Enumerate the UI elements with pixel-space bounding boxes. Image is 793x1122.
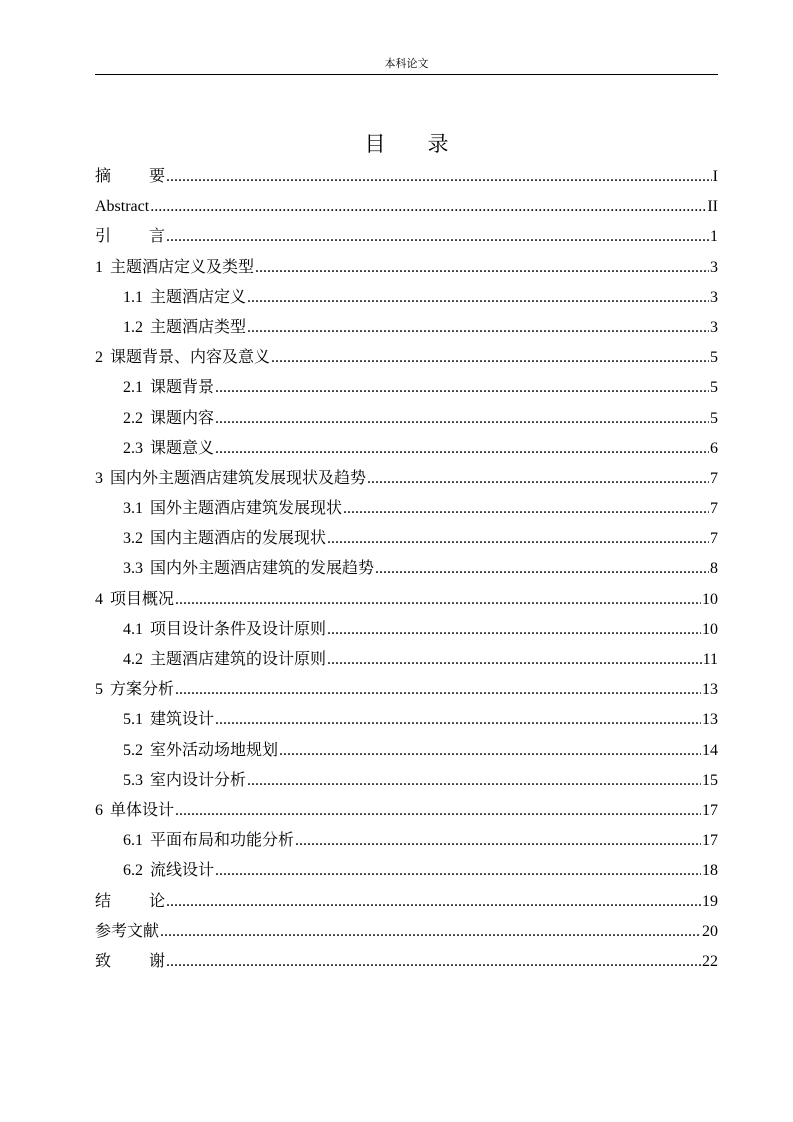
toc-entry-page-number: II xyxy=(707,198,718,216)
toc-entry-label: 参考文献 xyxy=(95,922,160,940)
toc-entry-label-char: 论 xyxy=(149,892,166,910)
toc-entry-page-number: 7 xyxy=(710,500,718,518)
toc-entry-number: 2 xyxy=(95,349,103,367)
toc-entry[interactable] xyxy=(95,766,718,796)
toc-entry[interactable] xyxy=(95,705,718,735)
toc-entry[interactable] xyxy=(95,494,718,524)
toc-dot-leader xyxy=(247,766,701,796)
toc-entry[interactable] xyxy=(95,947,718,977)
toc-entry-number: 5.1 xyxy=(123,711,143,729)
toc-entry-page-number: 5 xyxy=(710,379,718,397)
toc-entry-page-number: 8 xyxy=(710,560,718,578)
toc-entry-label xyxy=(95,222,165,252)
toc-entry-label xyxy=(95,162,165,192)
toc-entry-number: 2.1 xyxy=(123,379,143,397)
toc-entry-number: 4 xyxy=(95,590,103,608)
toc-entry-number: 4.2 xyxy=(123,651,143,668)
toc-entry-label: 主题酒店定义及类型 xyxy=(110,258,255,276)
toc-entry-page-number: 11 xyxy=(702,651,718,668)
toc-entry[interactable] xyxy=(95,373,718,403)
toc-entry-number: 3.2 xyxy=(123,530,143,548)
toc-entry[interactable] xyxy=(95,554,718,584)
toc-entry[interactable] xyxy=(95,826,718,856)
toc-title-char-2: 录 xyxy=(427,132,449,156)
toc-entry-page-number: 5 xyxy=(710,349,718,367)
toc-entry-label: 方案分析 xyxy=(110,681,175,699)
toc-entry-label: 国内主题酒店的发展现状 xyxy=(150,530,327,548)
toc-entry-number: 5.2 xyxy=(123,741,143,759)
toc-entry-label xyxy=(95,947,165,977)
toc-dot-leader xyxy=(247,283,709,313)
toc-entry-page-number: 3 xyxy=(710,288,718,306)
toc-entry-label-char: 摘 xyxy=(95,168,112,185)
toc-entry[interactable] xyxy=(95,464,718,494)
toc-entry-label xyxy=(95,887,165,917)
toc-dot-leader xyxy=(279,736,701,766)
toc-entry[interactable] xyxy=(95,222,718,252)
toc-entry-label: 项目概况 xyxy=(110,590,175,608)
toc-entry-page-number: 18 xyxy=(702,862,718,880)
toc-entry-label: 主题酒店建筑的设计原则 xyxy=(150,651,327,668)
toc-entry-page-number: 1 xyxy=(710,228,718,246)
toc-entry-label: Abstract xyxy=(95,198,150,216)
toc-entry-page-number: 5 xyxy=(710,409,718,427)
toc-entry-number: 1 xyxy=(95,258,103,276)
toc-dot-leader xyxy=(327,645,702,675)
toc-entry[interactable] xyxy=(95,856,718,886)
toc-dot-leader xyxy=(175,585,701,615)
toc-entry-number: 3 xyxy=(95,469,103,487)
toc-entry-label-char: 致 xyxy=(95,952,112,970)
toc-entry[interactable] xyxy=(95,192,718,222)
toc-entry-label: 主题酒店类型 xyxy=(150,318,247,336)
toc-entry-page-number: 10 xyxy=(702,620,718,638)
toc-dot-leader xyxy=(166,947,701,977)
toc-entry[interactable] xyxy=(95,283,718,313)
toc-entry-label: 项目设计条件及设计原则 xyxy=(150,620,327,638)
toc-entry-page-number: 20 xyxy=(702,922,718,940)
toc-entry-page-number: 7 xyxy=(710,469,718,487)
toc-entry-label-char: 引 xyxy=(95,228,112,246)
toc-entry-label-char: 要 xyxy=(149,168,166,185)
toc-entry-number: 6 xyxy=(95,801,103,819)
toc-dot-leader xyxy=(166,222,709,252)
toc-entry-label: 课题背景 xyxy=(150,379,215,397)
toc-entry-page-number: 19 xyxy=(702,892,718,910)
toc-entry[interactable] xyxy=(95,585,718,615)
toc-entry-label-char: 谢 xyxy=(149,952,166,970)
toc-dot-leader xyxy=(215,404,709,434)
toc-entry-page-number: 13 xyxy=(702,711,718,729)
toc-dot-leader xyxy=(367,464,709,494)
toc-dot-leader xyxy=(215,434,709,464)
toc-entry-label: 课题内容 xyxy=(150,409,215,427)
toc-entry[interactable] xyxy=(95,162,718,192)
toc-entry[interactable] xyxy=(95,434,718,464)
toc-dot-leader xyxy=(375,554,709,584)
toc-entry-label: 室内设计分析 xyxy=(150,771,247,789)
toc-entry-label: 国外主题酒店建筑发展现状 xyxy=(150,500,343,518)
toc-entry-number: 1.2 xyxy=(123,318,143,336)
toc-entry-page-number: 17 xyxy=(702,801,718,819)
toc-dot-leader xyxy=(166,887,701,917)
toc-entry-page-number: 13 xyxy=(702,681,718,699)
toc-entry[interactable] xyxy=(95,313,718,343)
toc-entry-label: 课题背景、内容及意义 xyxy=(110,349,271,367)
toc-entry-label: 国内外主题酒店建筑发展现状及趋势 xyxy=(110,469,367,487)
toc-entry-label: 平面布局和功能分析 xyxy=(150,832,295,850)
toc-dot-leader xyxy=(175,675,701,705)
toc-entry-page-number: 10 xyxy=(702,590,718,608)
toc-entry-number: 3.3 xyxy=(123,560,143,578)
toc-entry[interactable] xyxy=(95,675,718,705)
toc-entry-page-number: 15 xyxy=(702,771,718,789)
toc-title-char-1: 目 xyxy=(364,132,386,156)
toc-dot-leader xyxy=(175,796,701,826)
toc-entry[interactable] xyxy=(95,343,718,373)
toc-dot-leader xyxy=(295,826,701,856)
toc-entry[interactable] xyxy=(95,253,718,283)
toc-entry-label: 国内外主题酒店建筑的发展趋势 xyxy=(150,560,375,578)
toc-dot-leader xyxy=(271,343,709,373)
toc-entry-page-number: 14 xyxy=(702,741,718,759)
toc-title xyxy=(95,130,718,158)
toc-entry-page-number: 22 xyxy=(702,952,718,970)
toc-entry-number: 2.3 xyxy=(123,439,143,457)
toc-entry-page-number: 7 xyxy=(710,530,718,548)
toc-entry-page-number: I xyxy=(712,168,718,185)
toc-dot-leader xyxy=(166,162,712,192)
toc-dot-leader xyxy=(215,856,701,886)
toc-entry-label: 主题酒店定义 xyxy=(150,288,247,306)
toc-entry[interactable] xyxy=(95,887,718,917)
toc-list xyxy=(95,162,718,977)
toc-entry-page-number: 6 xyxy=(710,439,718,457)
toc-dot-leader xyxy=(327,615,701,645)
header-rule xyxy=(95,74,718,75)
toc-entry[interactable] xyxy=(95,404,718,434)
toc-entry[interactable] xyxy=(95,645,718,675)
toc-entry-number: 1.1 xyxy=(123,288,143,306)
toc-entry-label: 流线设计 xyxy=(150,862,215,880)
toc-entry-label-char: 结 xyxy=(95,892,112,910)
toc-dot-leader xyxy=(150,192,706,222)
toc-entry-number: 6.2 xyxy=(123,862,143,880)
toc-entry-page-number: 3 xyxy=(710,258,718,276)
toc-dot-leader xyxy=(215,373,709,403)
toc-entry[interactable] xyxy=(95,917,718,947)
toc-entry-number: 6.1 xyxy=(123,832,143,850)
running-header: 本科论文 xyxy=(384,58,429,70)
toc-entry-number: 5.3 xyxy=(123,771,143,789)
toc-entry[interactable] xyxy=(95,796,718,826)
toc-dot-leader xyxy=(343,494,709,524)
toc-entry-label: 单体设计 xyxy=(110,801,175,819)
toc-dot-leader xyxy=(215,705,701,735)
toc-entry-number: 4.1 xyxy=(123,620,143,638)
toc-entry-number: 2.2 xyxy=(123,409,143,427)
toc-entry-label-char: 言 xyxy=(149,228,166,246)
toc-dot-leader xyxy=(160,917,701,947)
toc-dot-leader xyxy=(247,313,709,343)
toc-dot-leader xyxy=(327,524,709,554)
toc-dot-leader xyxy=(255,253,709,283)
toc-entry-number: 3.1 xyxy=(123,500,143,518)
toc-entry-label: 室外活动场地规划 xyxy=(150,741,279,759)
toc-entry-label: 课题意义 xyxy=(150,439,215,457)
toc-entry-page-number: 17 xyxy=(702,832,718,850)
toc-entry-page-number: 3 xyxy=(710,318,718,336)
toc-entry-label: 建筑设计 xyxy=(150,711,215,729)
toc-entry[interactable] xyxy=(95,615,718,645)
toc-entry-number: 5 xyxy=(95,681,103,699)
toc-entry[interactable] xyxy=(95,736,718,766)
toc-entry[interactable] xyxy=(95,524,718,554)
